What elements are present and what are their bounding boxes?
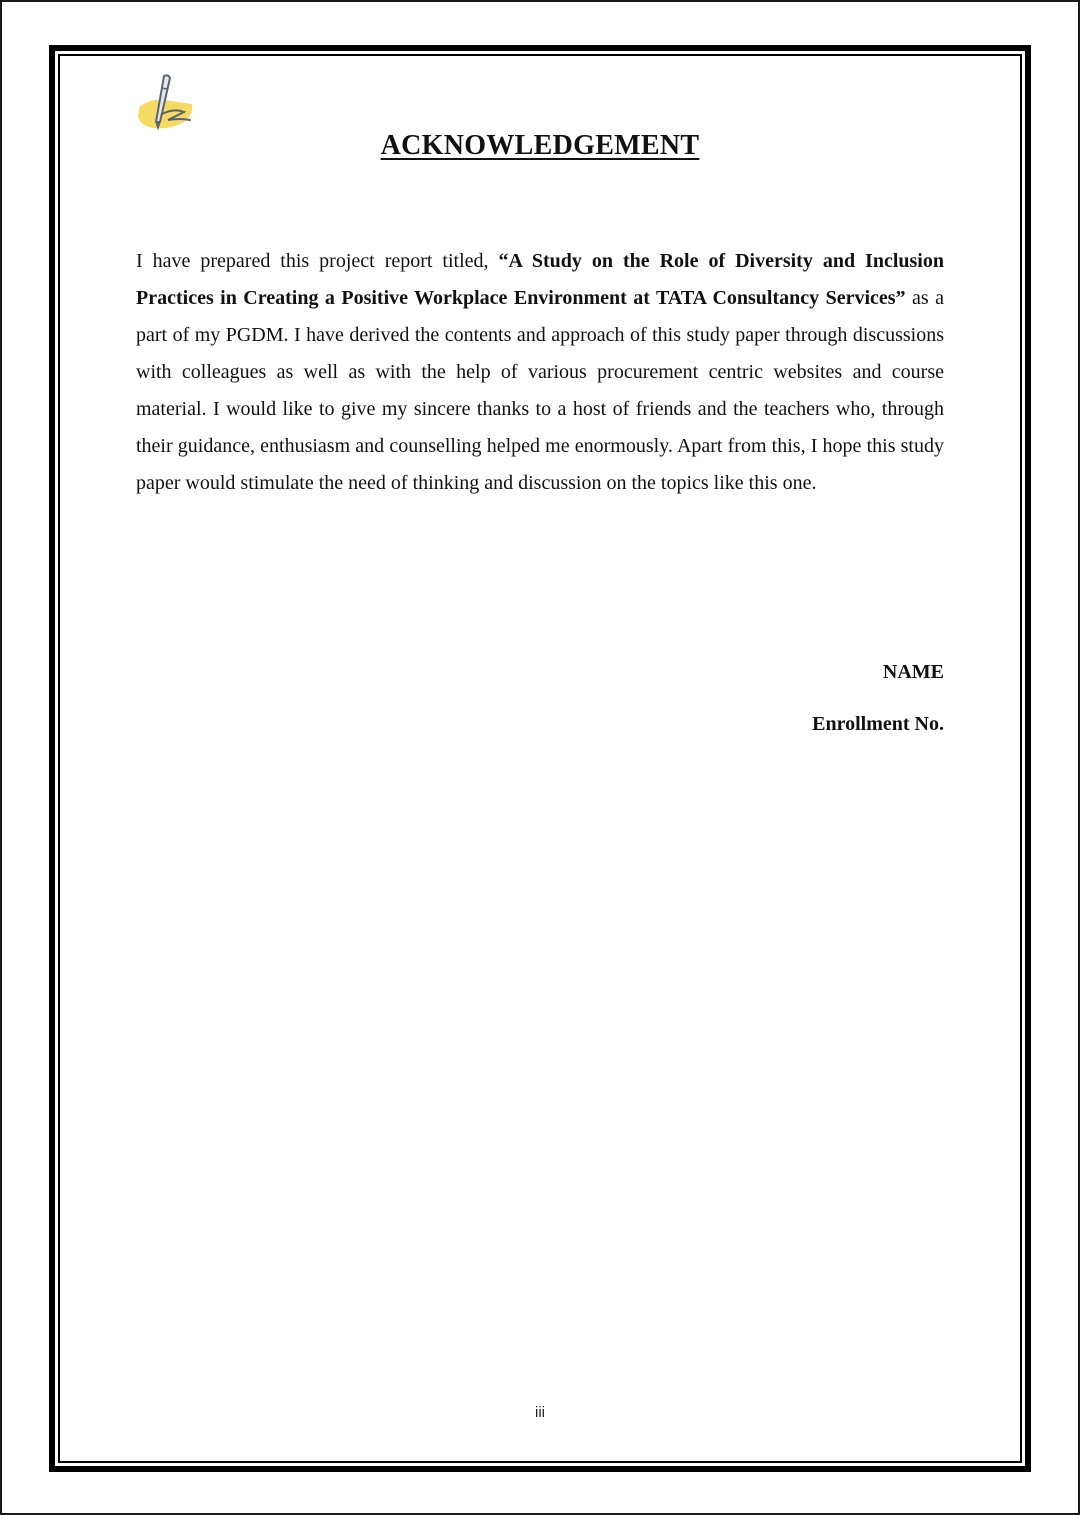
study-title: “A Study on the Role of Diversity and Inclusion Practices in Creating a Positive Workplace Environment at TATA Consultancy Services” xyxy=(136,250,944,309)
pen-writing-icon xyxy=(134,70,204,134)
paragraph-intro: I have prepared this project report titled, xyxy=(136,250,499,272)
acknowledgement-paragraph xyxy=(136,243,944,502)
signature-enrollment: Enrollment No. xyxy=(812,713,944,735)
page-title: ACKNOWLEDGEMENT xyxy=(380,130,700,161)
paragraph-rest: as a part of my PGDM. I have derived the contents and approach of this study paper through discussions with colleagues as well as with the help of various procurement centric websites and course material. I would like to give my sincere thanks to a host of friends and the teachers who, through their guidance, enthusiasm and counselling helped me enormously. Apart from this, I hope this study paper would stimulate the need of thinking and discussion on the topics like this one. xyxy=(136,287,944,494)
signature-name: NAME xyxy=(882,661,944,683)
page-number: iii xyxy=(535,1404,545,1421)
